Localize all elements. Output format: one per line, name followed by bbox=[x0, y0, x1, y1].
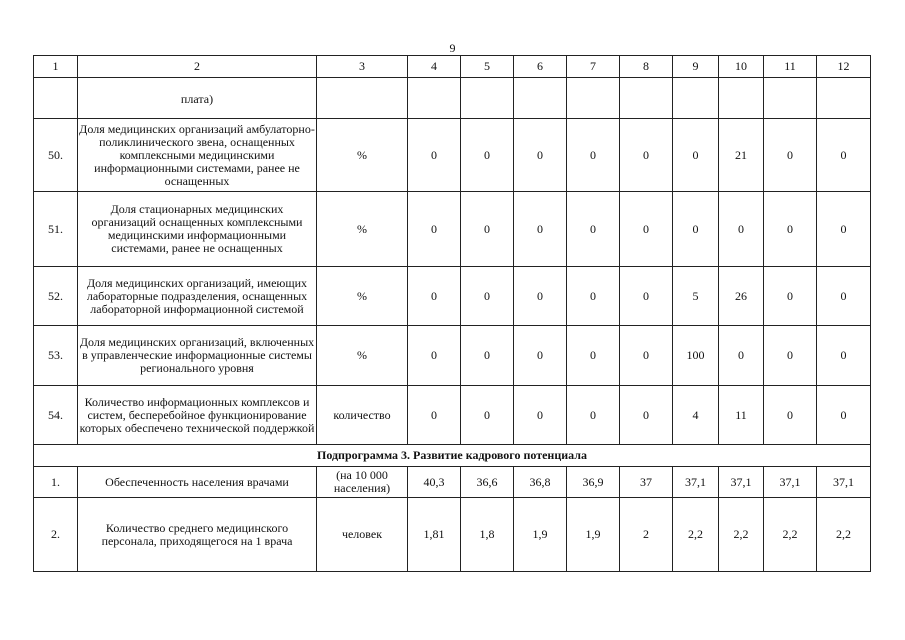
row-number-cell: 2. bbox=[34, 498, 78, 572]
value-cell: 37 bbox=[620, 467, 673, 498]
value-cell: 40,3 bbox=[408, 467, 461, 498]
table-row bbox=[34, 326, 871, 386]
value-cell bbox=[764, 78, 817, 119]
indicator-text: Доля медицинских организаций амбулаторно-поликлинического звена, оснащенных комплексными медицинскими информационными системами, ранее не оснащенных bbox=[78, 119, 317, 192]
header-cell: 4 bbox=[408, 56, 461, 78]
value-cell: 0 bbox=[620, 119, 673, 192]
header-cell: 3 bbox=[317, 56, 408, 78]
value-cell: 0 bbox=[408, 192, 461, 267]
value-cell: 37,1 bbox=[817, 467, 871, 498]
value-cell: 0 bbox=[408, 267, 461, 326]
header-cell: 1 bbox=[34, 56, 78, 78]
value-cell: 1,81 bbox=[408, 498, 461, 572]
value-cell bbox=[817, 78, 871, 119]
indicators-table bbox=[33, 55, 871, 572]
value-cell bbox=[673, 78, 719, 119]
value-cell: 0 bbox=[719, 326, 764, 386]
header-row bbox=[34, 56, 871, 78]
row-number-cell bbox=[34, 78, 78, 119]
unit-cell: человек bbox=[317, 498, 408, 572]
table-row bbox=[34, 267, 871, 326]
unit-cell: % bbox=[317, 192, 408, 267]
value-cell bbox=[719, 78, 764, 119]
value-cell: 37,1 bbox=[764, 467, 817, 498]
unit-cell bbox=[317, 78, 408, 119]
value-cell: 36,6 bbox=[461, 467, 514, 498]
value-cell: 0 bbox=[461, 326, 514, 386]
value-cell: 0 bbox=[764, 267, 817, 326]
value-cell: 5 bbox=[673, 267, 719, 326]
value-cell: 0 bbox=[817, 326, 871, 386]
table-row bbox=[34, 119, 871, 192]
value-cell: 0 bbox=[620, 267, 673, 326]
value-cell: 0 bbox=[620, 386, 673, 445]
unit-cell: % bbox=[317, 267, 408, 326]
value-cell: 0 bbox=[461, 386, 514, 445]
value-cell: 2,2 bbox=[764, 498, 817, 572]
value-cell: 0 bbox=[567, 267, 620, 326]
header-cell: 2 bbox=[78, 56, 317, 78]
unit-cell: количество bbox=[317, 386, 408, 445]
value-cell: 0 bbox=[567, 119, 620, 192]
value-cell: 0 bbox=[764, 326, 817, 386]
table-row bbox=[34, 467, 871, 498]
value-cell: 0 bbox=[817, 119, 871, 192]
unit-cell: (на 10 000 населения) bbox=[317, 467, 408, 498]
value-cell: 11 bbox=[719, 386, 764, 445]
value-cell: 0 bbox=[567, 326, 620, 386]
section-title: Подпрограмма 3. Развитие кадрового потенциала bbox=[34, 445, 871, 467]
value-cell: 100 bbox=[673, 326, 719, 386]
unit-cell: % bbox=[317, 119, 408, 192]
value-cell: 0 bbox=[817, 267, 871, 326]
table-row bbox=[34, 192, 871, 267]
header-cell: 12 bbox=[817, 56, 871, 78]
value-cell: 1,9 bbox=[567, 498, 620, 572]
value-cell: 37,1 bbox=[673, 467, 719, 498]
header-cell: 6 bbox=[514, 56, 567, 78]
indicator-text: Доля медицинских организаций, имеющих лабораторные подразделения, оснащенных лабораторной информационной системой bbox=[78, 267, 317, 326]
value-cell: 4 bbox=[673, 386, 719, 445]
header-cell: 9 bbox=[673, 56, 719, 78]
row-number-cell: 53. bbox=[34, 326, 78, 386]
value-cell: 0 bbox=[673, 192, 719, 267]
table-row bbox=[34, 386, 871, 445]
indicator-text: Количество среднего медицинского персонала, приходящегося на 1 врача bbox=[78, 498, 317, 572]
header-cell: 5 bbox=[461, 56, 514, 78]
page-number: 9 bbox=[449, 41, 456, 55]
value-cell: 0 bbox=[567, 386, 620, 445]
row-number-cell: 52. bbox=[34, 267, 78, 326]
value-cell bbox=[567, 78, 620, 119]
row-number-cell: 54. bbox=[34, 386, 78, 445]
indicator-text: плата) bbox=[78, 78, 317, 119]
value-cell: 36,8 bbox=[514, 467, 567, 498]
value-cell: 0 bbox=[620, 326, 673, 386]
continuation-row bbox=[34, 78, 871, 119]
header-cell: 7 bbox=[567, 56, 620, 78]
value-cell: 2,2 bbox=[719, 498, 764, 572]
value-cell: 2,2 bbox=[817, 498, 871, 572]
value-cell: 0 bbox=[514, 192, 567, 267]
value-cell: 26 bbox=[719, 267, 764, 326]
value-cell: 0 bbox=[461, 119, 514, 192]
row-number-cell: 1. bbox=[34, 467, 78, 498]
value-cell: 2,2 bbox=[673, 498, 719, 572]
value-cell bbox=[514, 78, 567, 119]
indicator-text: Количество информационных комплексов и систем, бесперебойное функционирование которых обеспечено технической поддержкой bbox=[78, 386, 317, 445]
indicator-text: Доля медицинских организаций, включенных в управленческие информационные системы регионального уровня bbox=[78, 326, 317, 386]
value-cell: 0 bbox=[764, 119, 817, 192]
value-cell bbox=[408, 78, 461, 119]
table-row bbox=[34, 498, 871, 572]
value-cell: 0 bbox=[719, 192, 764, 267]
value-cell: 0 bbox=[514, 267, 567, 326]
value-cell: 36,9 bbox=[567, 467, 620, 498]
value-cell: 0 bbox=[673, 119, 719, 192]
value-cell: 0 bbox=[514, 326, 567, 386]
value-cell: 37,1 bbox=[719, 467, 764, 498]
indicator-text: Доля стационарных медицинских организаций оснащенных комплексными медицинскими информационными системами, ранее не оснащенных bbox=[78, 192, 317, 267]
value-cell: 0 bbox=[764, 386, 817, 445]
value-cell: 1,9 bbox=[514, 498, 567, 572]
value-cell: 21 bbox=[719, 119, 764, 192]
section-row bbox=[34, 445, 871, 467]
row-number-cell: 51. bbox=[34, 192, 78, 267]
value-cell: 0 bbox=[764, 192, 817, 267]
value-cell: 0 bbox=[408, 119, 461, 192]
value-cell: 0 bbox=[514, 386, 567, 445]
value-cell: 0 bbox=[620, 192, 673, 267]
indicator-text: Обеспеченность населения врачами bbox=[78, 467, 317, 498]
value-cell: 0 bbox=[408, 326, 461, 386]
value-cell: 0 bbox=[817, 386, 871, 445]
value-cell: 2 bbox=[620, 498, 673, 572]
value-cell: 0 bbox=[461, 267, 514, 326]
header-cell: 10 bbox=[719, 56, 764, 78]
value-cell: 0 bbox=[514, 119, 567, 192]
header-cell: 8 bbox=[620, 56, 673, 78]
value-cell: 0 bbox=[567, 192, 620, 267]
value-cell bbox=[461, 78, 514, 119]
header-cell: 11 bbox=[764, 56, 817, 78]
row-number-cell: 50. bbox=[34, 119, 78, 192]
unit-cell: % bbox=[317, 326, 408, 386]
value-cell bbox=[620, 78, 673, 119]
value-cell: 0 bbox=[817, 192, 871, 267]
value-cell: 0 bbox=[408, 386, 461, 445]
value-cell: 0 bbox=[461, 192, 514, 267]
value-cell: 1,8 bbox=[461, 498, 514, 572]
